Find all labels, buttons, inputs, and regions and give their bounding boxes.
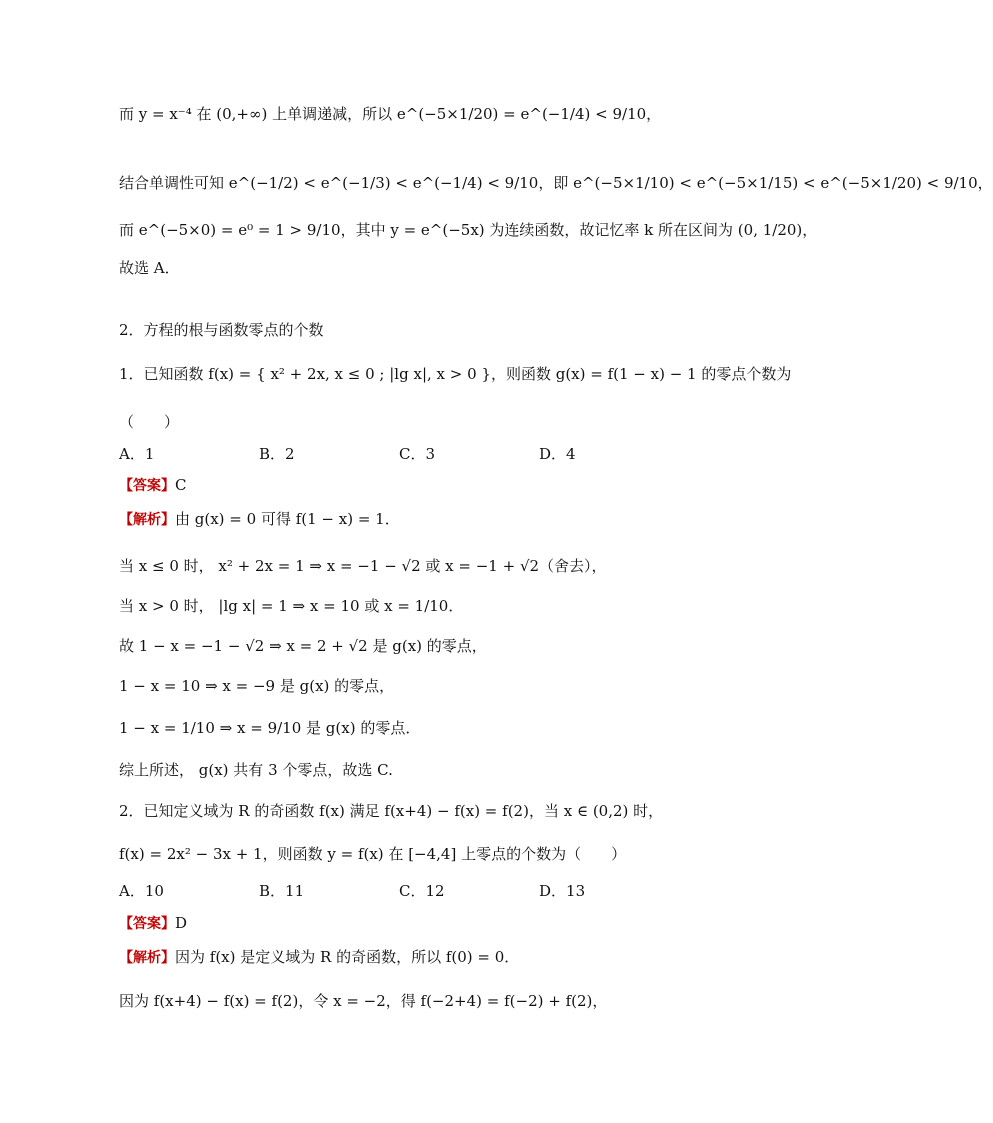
q1-stem: 1．已知函数 f(x) = { x² + 2x, x ≤ 0 ; |lg x|, x > 0 }，则函数 g(x) = f(1 − x) − 1 的零点个数为 [119,365,792,383]
q2-answer: D [175,914,188,932]
q2-analysis-tag: 【解析】 [119,950,175,966]
q2-analysis-row [119,947,519,968]
q1-option-c: C．3 [399,445,436,463]
q1-analysis-tag: 【解析】 [119,512,175,528]
q2-stem-1: 2．已知定义域为 R 的奇函数 f(x) 满足 f(x+4) − f(x) = f(2)，当 x ∈ (0,2) 时， [119,802,664,820]
q2-option-d: D．13 [539,882,586,900]
q1-step-4: 故 1 − x = −1 − √2 ⇒ x = 2 + √2 是 g(x) 的零点， [119,637,487,655]
q1-analysis-row [119,509,400,530]
q1-answer-row [119,475,186,496]
q1-answer: C [175,476,187,494]
q2-option-b: B．11 [259,882,305,900]
q1-option-d: D．4 [539,445,576,463]
q2-answer-row [119,913,187,934]
intro-line-3: 而 e^(−5×0) = e⁰ = 1 > 9/10，其中 y = e^(−5x) 为连续函数，故记忆率 k 所在区间为 (0, 1/20)， [119,221,818,239]
q1-step-5: 1 − x = 10 ⇒ x = −9 是 g(x) 的零点， [119,677,395,695]
q1-step-3: 当 x > 0 时， |lg x| = 1 ⇒ x = 10 或 x = 1/10． [119,597,464,615]
q2-answer-tag: 【答案】 [119,916,175,932]
q1-answer-tag: 【答案】 [119,478,175,494]
section-title: 2．方程的根与函数零点的个数 [119,321,324,339]
q1-step-1: 由 g(x) = 0 可得 f(1 − x) = 1． [175,510,400,528]
q1-paren: （ ） [119,413,180,431]
q2-option-c: C．12 [399,882,445,900]
q1-option-b: B．2 [259,445,295,463]
q1-step-7: 综上所述， g(x) 共有 3 个零点，故选 C. [119,761,393,779]
intro-line-2: 结合单调性可知 e^(−1/2) < e^(−1/3) < e^(−1/4) < 9/10，即 e^(−5×1/10) < e^(−5×1/15) < e^(−5×1/20) < 9/10， [119,174,993,192]
q2-step-1: 因为 f(x) 是定义域为 R 的奇函数，所以 f(0) = 0． [175,948,520,966]
q2-stem-2: f(x) = 2x² − 3x + 1，则函数 y = f(x) 在 [−4,4] 上零点的个数为（ ） [119,845,627,863]
q2-step-2: 因为 f(x+4) − f(x) = f(2)，令 x = −2，得 f(−2+4) = f(−2) + f(2)， [119,992,608,1010]
intro-line-4: 故选 A． [119,259,180,277]
q1-step-2: 当 x ≤ 0 时， x² + 2x = 1 ⇒ x = −1 − √2 或 x = −1 + √2（舍去）， [119,557,607,575]
q1-option-a: A．1 [119,445,155,463]
q2-option-a: A．10 [119,882,164,900]
intro-line-1: 而 y = x⁻⁴ 在 (0,+∞) 上单调递减，所以 e^(−5×1/20) = e^(−1/4) < 9/10， [119,105,662,123]
q1-step-6: 1 − x = 1/10 ⇒ x = 9/10 是 g(x) 的零点． [119,719,421,737]
